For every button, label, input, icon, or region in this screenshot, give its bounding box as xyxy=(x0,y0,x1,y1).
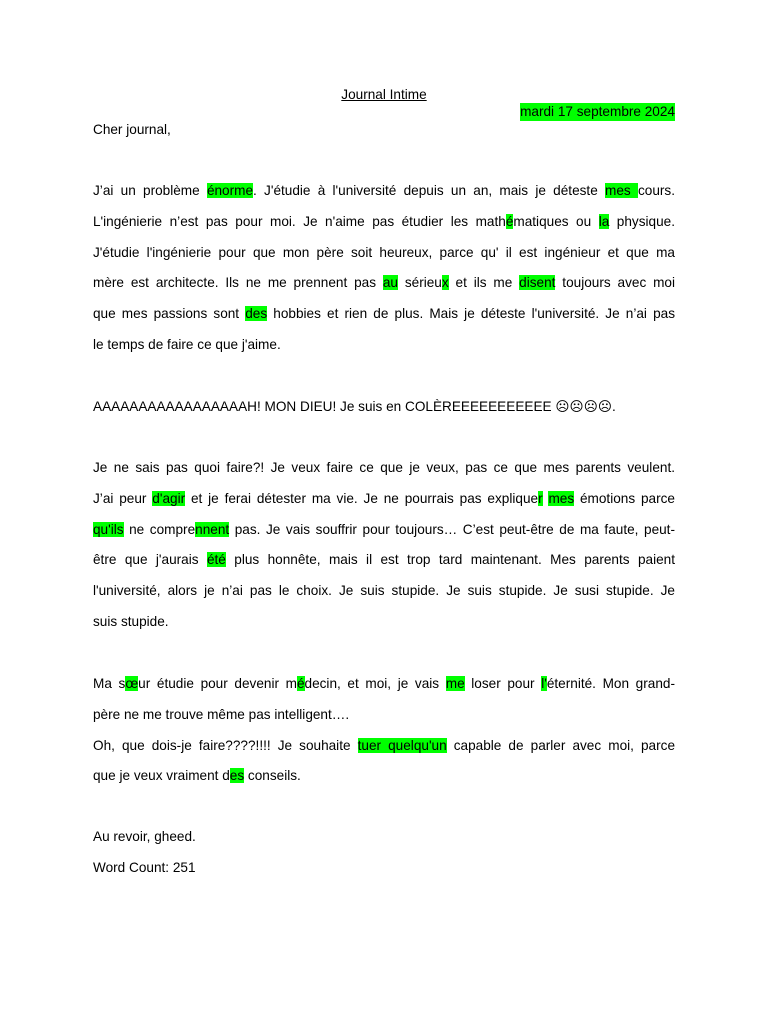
highlighted-text: été xyxy=(206,552,226,568)
text-line xyxy=(93,484,675,515)
text-run: que mes passions sont xyxy=(93,306,246,322)
word-count: Word Count: 251 xyxy=(93,859,196,875)
paragraph-4 xyxy=(93,669,675,792)
text-line xyxy=(93,268,675,299)
highlighted-text: des xyxy=(245,306,268,322)
text-line xyxy=(93,669,675,700)
text-run: toujours avec moi xyxy=(555,275,675,291)
text-run: decin, et moi, je vais xyxy=(304,676,446,691)
highlighted-text: tuer quelqu'un xyxy=(357,737,447,753)
text-line xyxy=(93,731,675,762)
highlighted-text: mes xyxy=(605,183,638,198)
text-run: et je ferai détester ma vie. Je ne pourrais pas explique xyxy=(185,490,539,506)
text-run: être que j'aurais xyxy=(93,552,207,568)
text-line xyxy=(93,176,675,207)
text-run: suis stupide. xyxy=(93,613,169,629)
text-run: le temps de faire ce que j'aime. xyxy=(93,336,281,352)
text-run: matiques ou xyxy=(513,213,599,229)
text-run: ur étudie pour devenir m xyxy=(138,676,297,691)
text-run: Ma s xyxy=(93,676,126,691)
highlighted-text: l' xyxy=(541,676,547,691)
text-run: capable de parler avec moi, parce xyxy=(446,737,675,753)
text-run: L'ingénierie n’est pas pour moi. Je n'aime pas étudier les math xyxy=(93,213,506,229)
highlighted-text: nnent xyxy=(195,521,230,537)
text-run: mère est architecte. Ils ne me prennent pas xyxy=(93,275,383,291)
text-run: hobbies et rien de plus. Mais je déteste l'université. Je n’ai pas xyxy=(267,306,675,322)
greeting: Cher journal, xyxy=(93,122,171,137)
highlighted-text: qu'ils xyxy=(93,521,124,537)
text-run: Oh, que dois-je faire????!!!! Je souhaite xyxy=(93,737,358,753)
text-run: conseils. xyxy=(244,768,301,784)
text-run: émotions parce xyxy=(574,490,675,506)
highlighted-text: énorme xyxy=(206,183,254,198)
text-run: et ils me xyxy=(448,275,520,291)
text-line xyxy=(93,453,675,484)
text-run: éternité. Mon grand- xyxy=(546,676,675,691)
text-line xyxy=(93,299,675,330)
text-run: ne compre xyxy=(123,521,196,537)
highlighted-text: la xyxy=(598,213,610,229)
document-title: Journal Intime xyxy=(341,87,427,102)
text-line xyxy=(93,545,675,576)
text-run: pas. Je vais souffrir pour toujours… C’est peut-être de ma faute, peut- xyxy=(229,521,675,537)
highlighted-text: es xyxy=(229,768,245,784)
text-run: loser pour xyxy=(464,676,542,691)
text-run: J’ai peur xyxy=(93,490,153,506)
text-run: . J'étudie à l'université depuis un an, mais je déteste xyxy=(253,183,606,198)
text-line xyxy=(93,576,675,607)
text-run: physique. xyxy=(609,213,675,229)
highlighted-text: me xyxy=(445,676,465,691)
text-line xyxy=(93,607,675,638)
text-run: plus honnête, mais il est trop tard maintenant. Mes parents paient xyxy=(225,552,675,568)
text-line xyxy=(93,238,675,269)
paragraph-3 xyxy=(93,453,675,638)
paragraph-2 xyxy=(93,392,675,423)
highlighted-text: au xyxy=(382,275,398,291)
date-highlighted: mardi 17 septembre 2024 xyxy=(520,104,675,119)
highlighted-text: d'agir xyxy=(152,490,186,506)
highlighted-text: r xyxy=(538,490,543,506)
highlighted-text: mes xyxy=(548,490,575,506)
text-run: l'université, alors je n’ai pas le choix. Je suis stupide. Je suis stupide. Je susi stupide. Je xyxy=(93,583,675,599)
text-run: père ne me trouve même pas intelligent…. xyxy=(93,706,350,722)
highlighted-text: œ xyxy=(125,676,139,691)
text-run: Je ne sais pas quoi faire?! Je veux faire ce que je veux, pas ce que mes parents veulent. xyxy=(93,460,675,475)
text-line xyxy=(93,515,675,546)
text-line xyxy=(93,330,675,361)
closing-line: Au revoir, gheed. xyxy=(93,829,196,844)
highlighted-text: disent xyxy=(519,275,556,291)
highlighted-text: é xyxy=(505,213,514,229)
text-run: que je veux vraiment d xyxy=(93,768,230,784)
text-line xyxy=(93,700,675,731)
text-run: AAAAAAAAAAAAAAAAAH! MON DIEU! Je suis en COLÈREEEEEEEEEEE ☹☹☹☹. xyxy=(93,399,616,414)
text-line xyxy=(93,761,675,792)
closing-block xyxy=(93,822,675,884)
highlighted-text: x xyxy=(441,275,449,291)
text-run: J’ai un problème xyxy=(93,183,207,198)
text-line xyxy=(93,392,675,423)
highlighted-text: é xyxy=(296,676,305,691)
text-line xyxy=(93,207,675,238)
text-run: sérieu xyxy=(397,275,442,291)
text-run: cours. xyxy=(637,183,675,198)
text-run: J'étudie l'ingénierie pour que mon père soit heureux, parce qu' il est ingénieur et que ma xyxy=(93,244,675,260)
paragraph-1 xyxy=(93,176,675,361)
